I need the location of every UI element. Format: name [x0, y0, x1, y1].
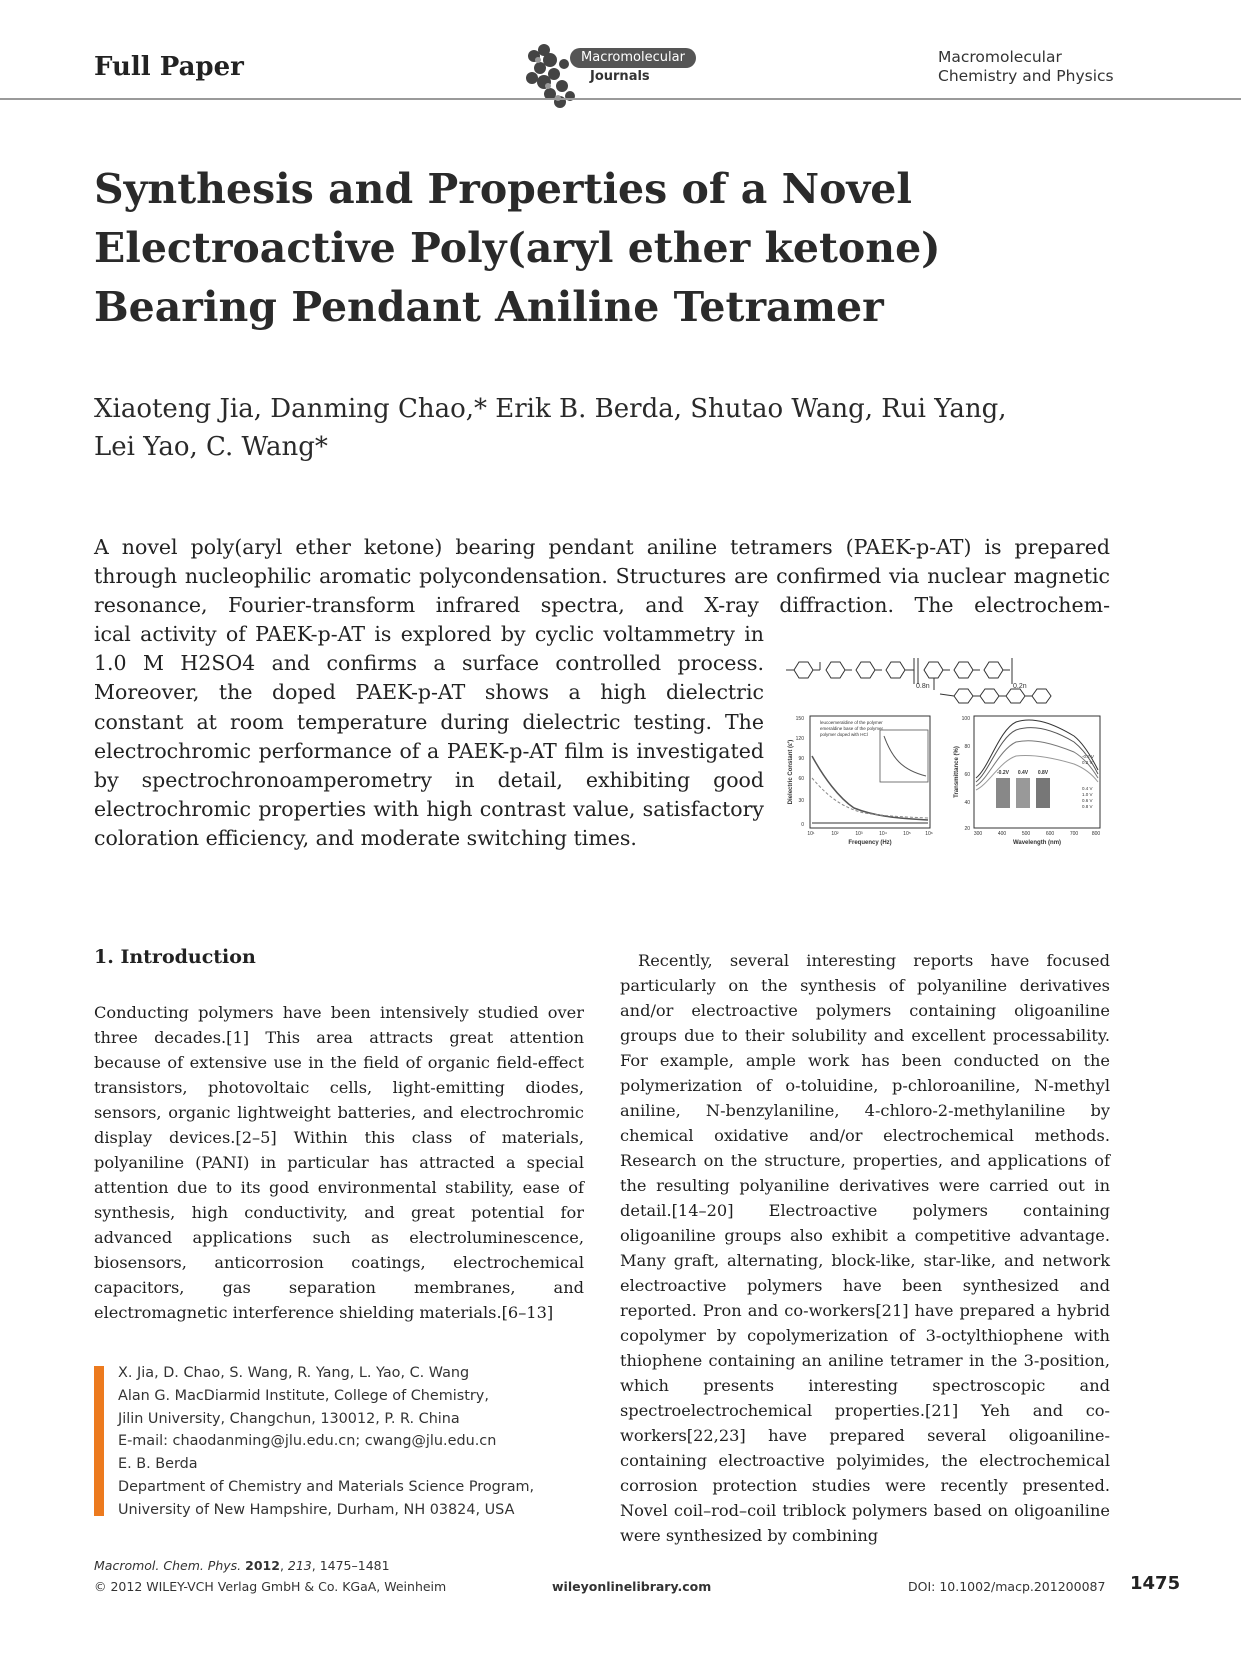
ytick-label: 60 [798, 776, 804, 782]
legend-entry: polymer doped with HCl [820, 732, 868, 737]
ytick-label: 60 [964, 772, 970, 778]
title-line: Synthesis and Properties of a Novel [94, 165, 912, 213]
voltage-label: 0.8 V [1082, 804, 1093, 809]
journal-name-line2: Chemistry and Physics [938, 67, 1114, 85]
ytick-label: 30 [798, 798, 804, 804]
website-link[interactable]: wileyonlinelibrary.com [552, 1579, 712, 1594]
legend-entry: leucoemeraldine of the polymer [820, 720, 883, 725]
toc-figure [784, 658, 1110, 854]
section-label: Full Paper [94, 52, 244, 82]
xtick-label: 10⁴ [879, 831, 887, 837]
toc-graphic [784, 658, 1110, 854]
logo-badge: Macromolecular [570, 48, 696, 68]
affiliation-line: Department of Chemistry and Materials Science Program, [118, 1478, 535, 1495]
inset-label: 0.8V [1037, 770, 1049, 776]
affiliation-line: E. B. Berda [118, 1456, 198, 1473]
xtick-label: 10³ [855, 831, 863, 837]
y-axis-label: Dielectric Constant (ε') [788, 739, 794, 805]
authors-line: Xiaoteng Jia, Danming Chao,* Erik B. Berda, Shutao Wang, Rui Yang, [94, 394, 1007, 424]
intro-paragraph-col2: Recently, several interesting reports have focused particularly on the synthesis of polyaniline derivatives and/or electroactive polymers containing oligoaniline groups due to their solubility and excellent processability. For example, ample work has been conducted on the polymerization of o-toluidine, p-chloroaniline, N-methyl aniline, N-benzylaniline, 4-chloro-2-methylaniline by chemical oxidative and/or electrochemical methods. Research on the structure, properties, and applications of the resulting polyaniline derivatives were carried out in detail.[14–20] Electroactive polymers containing oligoaniline groups also exhibit a competitive advantage. Many graft, alternating, block-like, star-like, and network electroactive polymers have been synthesized and reported. Pron and co-workers[21] have prepared a hybrid copolymer by copolymerization of 3-octylthiophene with thiophene containing an aniline tetramer in the 3-position, which presents interesting spectroscopic and spectroelectrochemical properties.[21] Yeh and co-workers[22,23] have prepared several oligoaniline-containing electroactive polyimides, the electrochemical corrosion protection studies were recently presented. Novel coil–rod–coil triblock polymers based on oligoaniline were synthesized by combining [620, 951, 1110, 1545]
affiliation-line: X. Jia, D. Chao, S. Wang, R. Yang, L. Yao, C. Wang [118, 1365, 470, 1381]
y-axis-label: Transmittance (%) [954, 746, 960, 798]
xtick-label: 300 [973, 831, 983, 837]
article-title [94, 160, 994, 337]
ytick-label: 100 [961, 716, 970, 722]
affiliation-block [118, 1362, 578, 1522]
citation-volume: 213 [287, 1558, 312, 1573]
voltage-label: 0.4 V [1082, 786, 1093, 791]
xtick-label: 10² [831, 831, 839, 837]
publisher-logo [520, 36, 700, 116]
x-axis-label: Wavelength (nm) [1012, 840, 1062, 846]
ytick-label: 40 [964, 800, 970, 806]
inset-label: 0.4V [1017, 770, 1029, 776]
inset-label: -0.2V [997, 770, 1009, 776]
ytick-label: 120 [795, 736, 804, 742]
copyright: © 2012 WILEY-VCH Verlag GmbH & Co. KGaA, Weinheim [94, 1579, 447, 1594]
citation-year: 2012 [245, 1558, 280, 1573]
structure-subscript-2: 0.2n [1013, 683, 1027, 690]
xtick-label: 10⁵ [903, 831, 911, 837]
voltage-label: 1.0 V [1082, 792, 1093, 797]
affiliation-line: University of New Hampshire, Durham, NH 03824, USA [118, 1501, 515, 1518]
author-list [94, 390, 1094, 466]
x-axis-label: Frequency (Hz) [848, 840, 892, 846]
ytick-label: 90 [798, 756, 804, 762]
xtick-label: 10¹ [807, 831, 815, 837]
structure-subscript-1: 0.8n [916, 683, 930, 690]
doi[interactable]: DOI: 10.1002/macp.201200087 [908, 1579, 1106, 1594]
affiliation-email[interactable]: E-mail: chaodanming@jlu.edu.cn; cwang@jlu.edu.cn [118, 1433, 497, 1450]
xtick-label: 500 [1021, 831, 1031, 837]
citation-line: Macromol. Chem. Phys. 2012, 213, 1475–1481 [94, 1558, 390, 1573]
affiliation-accent-bar [94, 1366, 104, 1516]
molecule-logo-icon [520, 36, 580, 116]
logo-subtitle: Journals [590, 69, 650, 84]
xtick-label: 800 [1091, 831, 1101, 837]
xtick-label: 400 [997, 831, 1007, 837]
voltage-label: -0.2 V [1082, 754, 1095, 759]
page-number: 1475 [1130, 1573, 1181, 1594]
abstract-narrow: ical activity of PAEK-p-AT is explored by cyclic voltammetry in 1.0 M H2SO4 and confirms a surface controlled process. Moreover, the doped PAEK-p-AT shows a high dielectric constant at room temperature during dielectric testing. The electrochromic performance of a PAEK-p-AT film is investigated by spectrochronoamperometry in detail, exhibiting good electrochromic properties with high contrast value, satisfactory coloration efficiency, and moderate switching times. [94, 622, 764, 851]
affiliation-line: Jilin University, Changchun, 130012, P. R. China [118, 1410, 460, 1427]
affiliation-line: Alan G. MacDiarmid Institute, College of Chemistry, [118, 1387, 489, 1404]
citation-pages: , 1475–1481 [311, 1558, 390, 1573]
title-line: Bearing Pendant Aniline Tetramer [94, 283, 884, 331]
legend-entry: emeraldine base of the polymer [820, 726, 884, 731]
authors-line: Lei Yao, C. Wang* [94, 432, 328, 462]
xtick-label: 600 [1045, 831, 1055, 837]
section-heading: 1. Introduction [94, 946, 256, 968]
voltage-label: 0.6 V [1082, 798, 1093, 803]
title-line: Electroactive Poly(aryl ether ketone) [94, 224, 941, 272]
ytick-label: 80 [964, 744, 970, 750]
journal-name-line1: Macromolecular [938, 48, 1062, 66]
ytick-label: 150 [795, 716, 804, 722]
abstract-full-width: A novel poly(aryl ether ketone) bearing pendant aniline tetramers (PAEK-p-AT) is prepared through nucleophilic aromatic polycondensation. Structures are confirmed via nuclear magnetic resonance, Fourier-transform infrared spectra, and X-ray diffraction. The electrochem- [94, 535, 1110, 618]
header-rule [0, 98, 1241, 100]
xtick-label: 700 [1069, 831, 1079, 837]
journal-abbrev: Macromol. Chem. Phys. [94, 1558, 242, 1573]
chemical-structure [786, 658, 1051, 703]
xtick-label: 10⁶ [925, 831, 933, 837]
ytick-label: 0 [801, 822, 804, 828]
voltage-label: 0.2 V [1082, 760, 1093, 765]
intro-paragraph-col1: Conducting polymers have been intensively studied over three decades.[1] This area attracts great attention because of extensive use in the field of organic field-effect transistors, photovoltaic cells, light-emitting diodes, sensors, organic lightweight batteries, and electrochromic display devices.[2–5] Within this class of materials, polyaniline (PANI) in particular has attracted a special attention due to its good environmental stability, ease of synthesis, high conductivity, and great potential for advanced applications such as electroluminescence, biosensors, anticorrosion coatings, electrochemical capacitors, gas separation membranes, and electromagnetic interference shielding materials.[6–13] [94, 1003, 584, 1322]
journal-name [938, 48, 1114, 86]
ytick-label: 20 [964, 826, 970, 832]
